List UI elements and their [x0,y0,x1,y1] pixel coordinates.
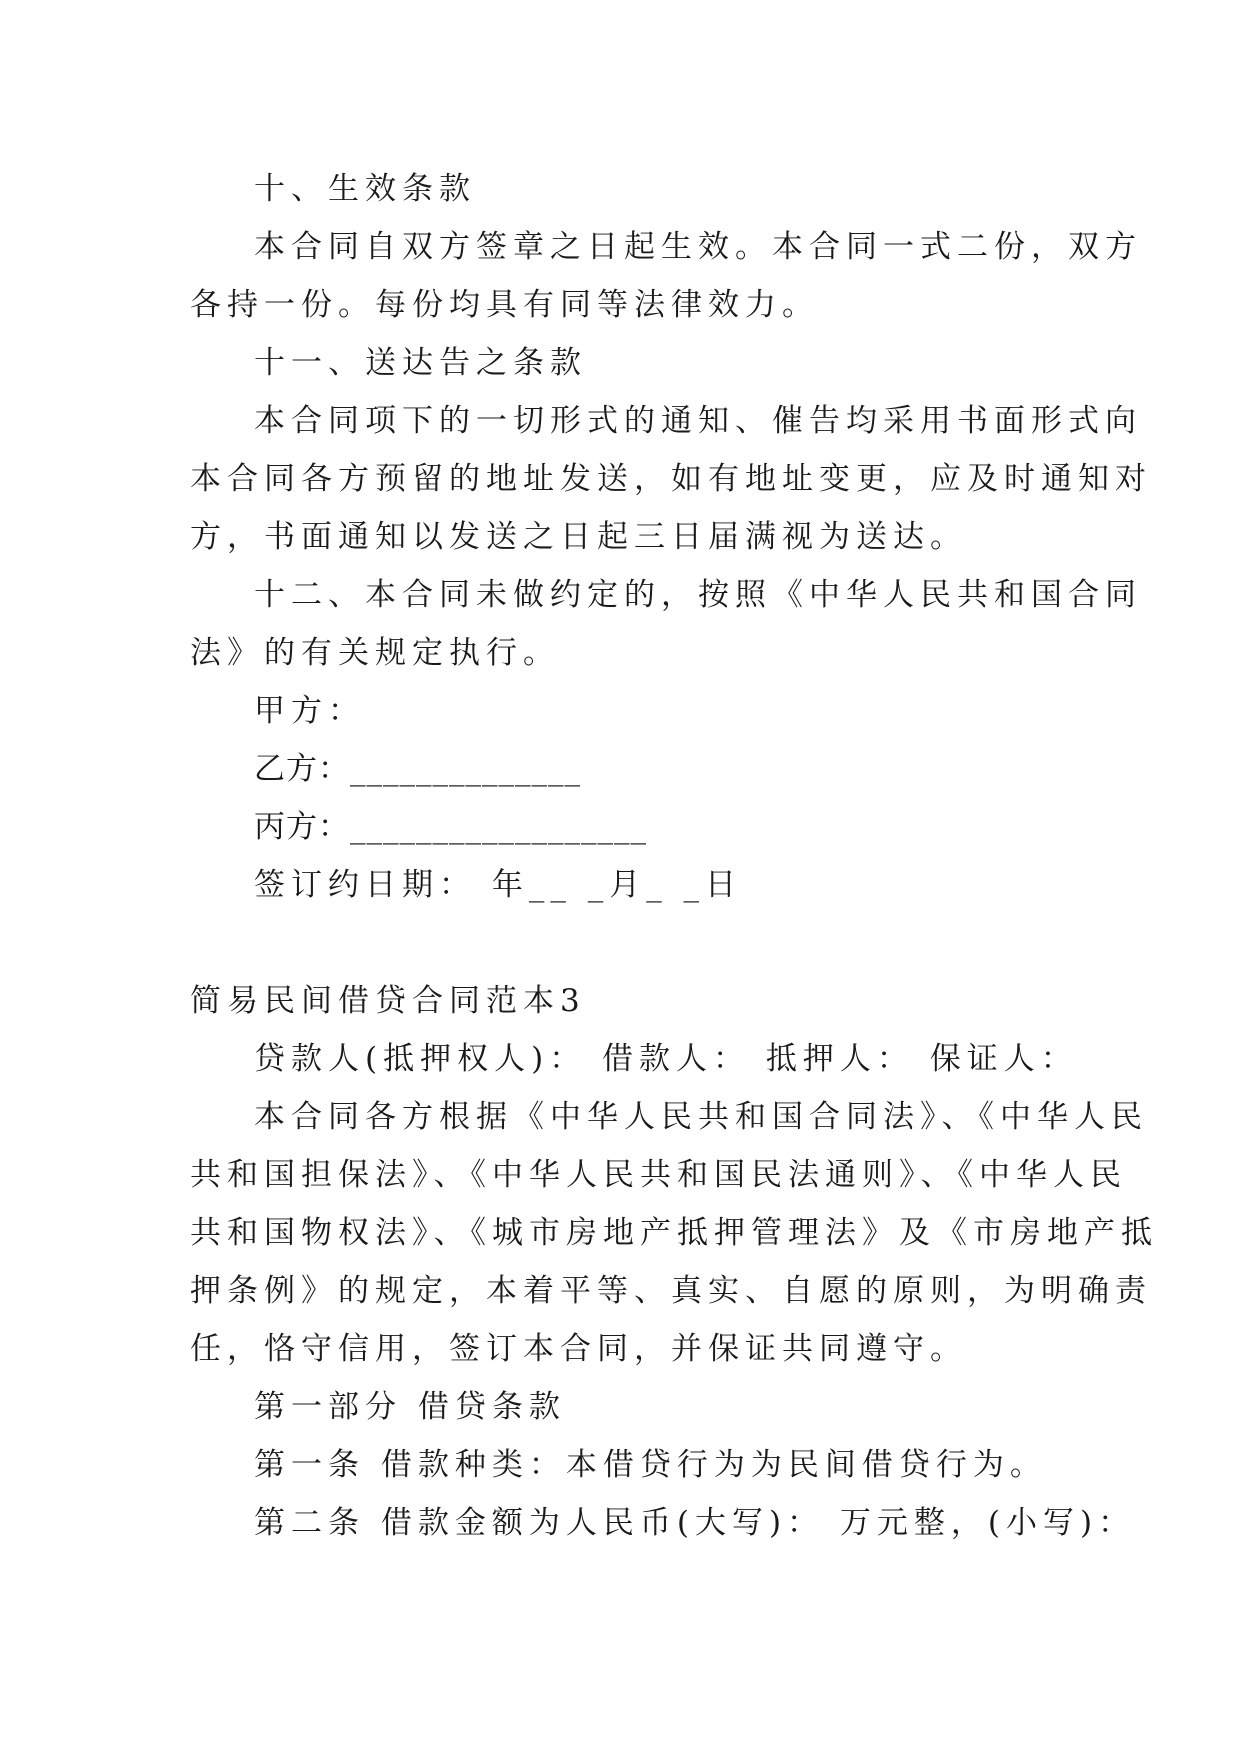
party-c-signature: 丙方：__________________ [254,809,647,845]
part-1-heading: 第一部分 借贷条款 [254,1389,566,1425]
signing-date: 签订约日期： 年__ _月_ _日 [254,867,743,903]
section-11-text-line: 本合同各方预留的地址发送，如有地址变更，应及时通知对 [190,461,1152,497]
section-12-text-line: 法》的有关规定执行。 [190,635,560,671]
preamble-line: 共和国担保法》、《中华人民共和国民法通则》、《中华人民 [190,1157,1127,1193]
article-1: 第一条 借款种类：本借贷行为为民间借贷行为。 [254,1447,1047,1483]
section-12-text-line: 十二、本合同未做约定的，按照《中华人民共和国合同 [254,577,1142,613]
preamble-line: 本合同各方根据《中华人民共和国合同法》、《中华人民 [254,1099,1148,1135]
preamble-line: 共和国物权法》、《城市房地产抵押管理法》及《市房地产抵 [190,1215,1158,1251]
article-2: 第二条 借款金额为人民币(大写)： 万元整，(小写)： [254,1505,1136,1541]
party-b-signature: 乙方：______________ [254,751,581,787]
paragraph-gap [190,914,1070,972]
contract-parties: 贷款人(抵押权人)： 借款人： 抵押人： 保证人： [254,1041,1078,1077]
section-11-heading: 十一、送达告之条款 [254,345,587,381]
document-body [190,160,1158,1552]
section-10-text-line: 本合同自双方签章之日起生效。本合同一式二份，双方 [254,229,1142,265]
party-a-signature: 甲方： [254,693,365,729]
contract-3-title: 简易民间借贷合同范本3 [190,983,586,1019]
section-10-heading: 十、生效条款 [254,171,476,207]
section-11-text-line: 方，书面通知以发送之日起三日届满视为送达。 [190,519,967,555]
section-11-text-line: 本合同项下的一切形式的通知、催告均采用书面形式向 [254,403,1142,439]
preamble-line: 任，恪守信用，签订本合同，并保证共同遵守。 [190,1331,967,1367]
section-10-text-line: 各持一份。每份均具有同等法律效力。 [190,287,819,323]
preamble-line: 押条例》的规定，本着平等、真实、自愿的原则，为明确责 [190,1273,1152,1309]
